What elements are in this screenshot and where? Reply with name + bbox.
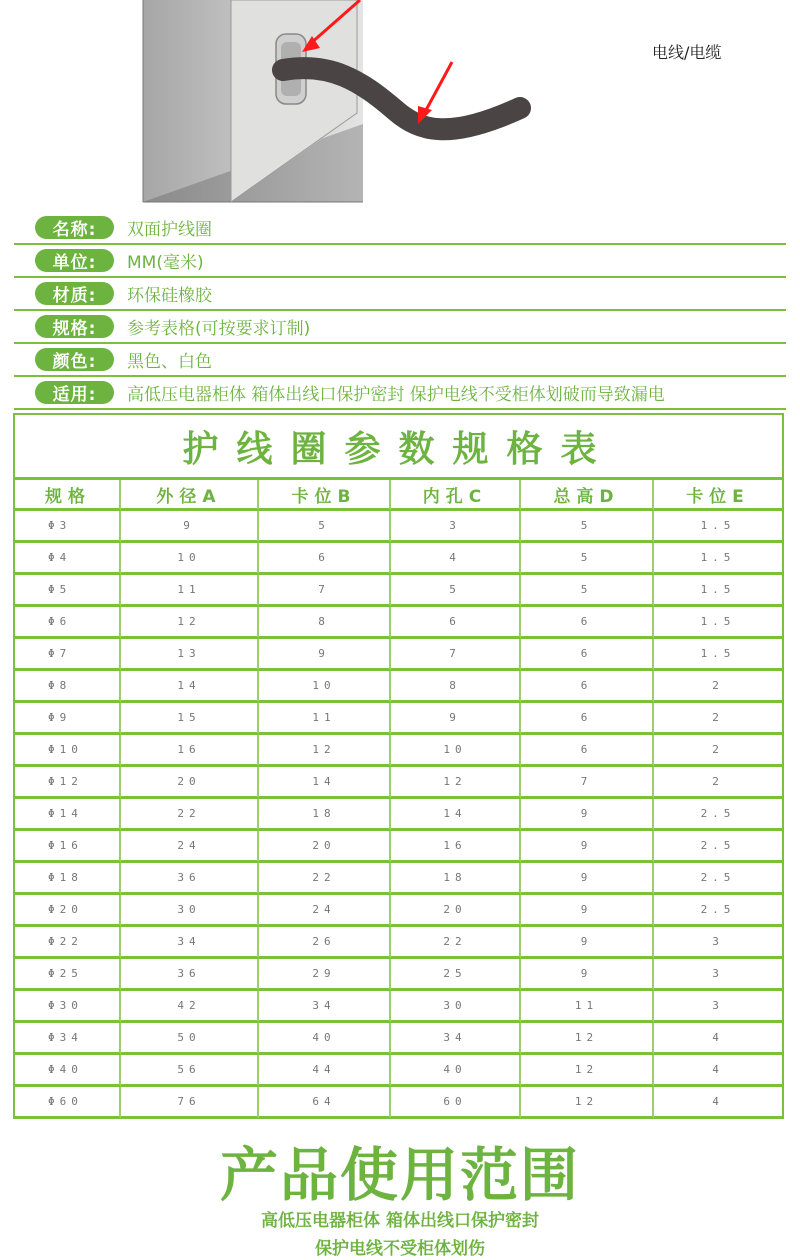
table-cell: 64 — [259, 1087, 391, 1119]
info-label-badge: 单位: — [35, 249, 114, 272]
table-row-spec-cell: Φ14 — [15, 799, 121, 831]
table-cell: 3 — [391, 511, 521, 543]
table-cell: 18 — [391, 863, 521, 895]
table-cell: 40 — [391, 1055, 521, 1087]
table-header-cell: 外径A — [121, 480, 259, 511]
table-title: 护线圈参数规格表 — [15, 415, 782, 480]
table-cell: 2 — [654, 735, 782, 767]
table-cell: 6 — [521, 671, 654, 703]
table-cell: 12 — [521, 1087, 654, 1119]
table-cell: 6 — [521, 735, 654, 767]
info-value: 环保硅橡胶 — [127, 286, 212, 306]
info-value: 双面护线圈 — [127, 220, 212, 240]
table-cell: 1.5 — [654, 607, 782, 639]
info-row-unit — [14, 245, 786, 278]
table-cell: 10 — [391, 735, 521, 767]
table-cell: 9 — [259, 639, 391, 671]
table-cell: 25 — [391, 959, 521, 991]
table-row-spec-cell: Φ16 — [15, 831, 121, 863]
table-cell: 16 — [391, 831, 521, 863]
table-cell: 30 — [391, 991, 521, 1023]
table-cell: 3 — [654, 927, 782, 959]
table-row-spec-cell: Φ3 — [15, 511, 121, 543]
table-cell: 8 — [259, 607, 391, 639]
table-row-spec-cell: Φ6 — [15, 607, 121, 639]
table-cell: 76 — [121, 1087, 259, 1119]
table-cell: 6 — [521, 639, 654, 671]
info-label-badge: 名称: — [35, 216, 114, 239]
table-row-spec-cell: Φ8 — [15, 671, 121, 703]
table-header-cell: 规格 — [15, 480, 121, 511]
table-row-spec-cell: Φ22 — [15, 927, 121, 959]
table-cell: 14 — [259, 767, 391, 799]
table-cell: 36 — [121, 959, 259, 991]
table-cell: 60 — [391, 1087, 521, 1119]
table-row-spec-cell: Φ25 — [15, 959, 121, 991]
info-label-badge: 材质: — [35, 282, 114, 305]
info-value: 高低压电器柜体 箱体出线口保护密封 保护电线不受柜体划破而导致漏电 — [127, 385, 665, 405]
table-row-spec-cell: Φ30 — [15, 991, 121, 1023]
table-cell: 24 — [259, 895, 391, 927]
table-cell: 9 — [521, 927, 654, 959]
table-cell: 26 — [259, 927, 391, 959]
usage-section — [0, 1140, 800, 1260]
usage-title: 产品使用范围 — [219, 1141, 580, 1209]
table-cell: 11 — [521, 991, 654, 1023]
table-cell: 5 — [391, 575, 521, 607]
usage-line: 高低压电器柜体 箱体出线口保护密封 — [261, 1211, 539, 1231]
table-cell: 2 — [654, 671, 782, 703]
table-cell: 9 — [391, 703, 521, 735]
table-header-cell: 总高D — [521, 480, 654, 511]
table-cell: 10 — [121, 543, 259, 575]
cabinet-grommet-diagram — [0, 0, 800, 205]
table-cell: 6 — [521, 607, 654, 639]
table-cell: 1.5 — [654, 575, 782, 607]
table-row-spec-cell: Φ12 — [15, 767, 121, 799]
table-cell: 11 — [259, 703, 391, 735]
product-info-list — [14, 212, 786, 410]
table-cell: 2.5 — [654, 895, 782, 927]
table-cell: 9 — [521, 895, 654, 927]
info-row-material — [14, 278, 786, 311]
table-header-cell: 卡位E — [654, 480, 782, 511]
table-cell: 2.5 — [654, 863, 782, 895]
table-cell: 44 — [259, 1055, 391, 1087]
table-row-spec-cell: Φ60 — [15, 1087, 121, 1119]
table-cell: 4 — [654, 1087, 782, 1119]
table-cell: 4 — [391, 543, 521, 575]
table-cell: 12 — [521, 1023, 654, 1055]
info-row-application — [14, 377, 786, 410]
table-cell: 5 — [521, 511, 654, 543]
table-row-spec-cell: Φ4 — [15, 543, 121, 575]
table-cell: 34 — [259, 991, 391, 1023]
table-cell: 5 — [521, 575, 654, 607]
usage-line: 保护电线不受柜体划伤 — [315, 1239, 485, 1259]
table-cell: 1.5 — [654, 543, 782, 575]
info-label-badge: 适用: — [35, 381, 114, 404]
table-header-cell: 内孔C — [391, 480, 521, 511]
info-row-spec — [14, 311, 786, 344]
table-cell: 4 — [654, 1023, 782, 1055]
table-cell: 9 — [521, 959, 654, 991]
info-value: MM(毫米) — [127, 253, 204, 273]
table-cell: 29 — [259, 959, 391, 991]
table-cell: 22 — [391, 927, 521, 959]
info-label-badge: 规格: — [35, 315, 114, 338]
table-cell: 42 — [121, 991, 259, 1023]
table-cell: 14 — [121, 671, 259, 703]
table-cell: 6 — [521, 703, 654, 735]
table-cell: 8 — [391, 671, 521, 703]
table-cell: 5 — [259, 511, 391, 543]
table-cell: 12 — [391, 767, 521, 799]
table-cell: 34 — [121, 927, 259, 959]
table-cell: 1.5 — [654, 639, 782, 671]
table-header-cell: 卡位B — [259, 480, 391, 511]
table-cell: 22 — [121, 799, 259, 831]
table-cell: 3 — [654, 991, 782, 1023]
table-cell: 22 — [259, 863, 391, 895]
table-cell: 10 — [259, 671, 391, 703]
table-cell: 14 — [391, 799, 521, 831]
cable-label: 电线/电缆 — [652, 43, 722, 62]
table-cell: 2.5 — [654, 831, 782, 863]
table-cell: 56 — [121, 1055, 259, 1087]
table-cell: 9 — [521, 831, 654, 863]
table-cell: 9 — [121, 511, 259, 543]
table-cell: 30 — [121, 895, 259, 927]
table-row-spec-cell: Φ20 — [15, 895, 121, 927]
table-cell: 13 — [121, 639, 259, 671]
table-cell: 12 — [121, 607, 259, 639]
spec-table — [13, 413, 784, 1119]
table-cell: 36 — [121, 863, 259, 895]
table-cell: 4 — [654, 1055, 782, 1087]
table-cell: 34 — [391, 1023, 521, 1055]
table-cell: 15 — [121, 703, 259, 735]
info-value: 黑色、白色 — [127, 352, 212, 372]
info-row-name — [14, 212, 786, 245]
table-cell: 7 — [259, 575, 391, 607]
spec-grid — [15, 480, 782, 1119]
table-row-spec-cell: Φ5 — [15, 575, 121, 607]
table-cell: 18 — [259, 799, 391, 831]
table-cell: 7 — [391, 639, 521, 671]
table-cell: 12 — [521, 1055, 654, 1087]
table-row-spec-cell: Φ7 — [15, 639, 121, 671]
info-value: 参考表格(可按要求订制) — [127, 319, 311, 339]
table-cell: 12 — [259, 735, 391, 767]
table-cell: 9 — [521, 799, 654, 831]
table-cell: 16 — [121, 735, 259, 767]
info-row-color — [14, 344, 786, 377]
table-cell: 9 — [521, 863, 654, 895]
table-cell: 11 — [121, 575, 259, 607]
table-row-spec-cell: Φ18 — [15, 863, 121, 895]
table-cell: 6 — [391, 607, 521, 639]
info-label-badge: 颜色: — [35, 348, 114, 371]
table-cell: 5 — [521, 543, 654, 575]
table-cell: 20 — [259, 831, 391, 863]
table-cell: 1.5 — [654, 511, 782, 543]
table-cell: 2.5 — [654, 799, 782, 831]
table-cell: 7 — [521, 767, 654, 799]
table-row-spec-cell: Φ10 — [15, 735, 121, 767]
table-cell: 20 — [391, 895, 521, 927]
table-cell: 3 — [654, 959, 782, 991]
table-cell: 24 — [121, 831, 259, 863]
product-illustration — [0, 0, 800, 205]
table-cell: 2 — [654, 703, 782, 735]
table-cell: 2 — [654, 767, 782, 799]
table-row-spec-cell: Φ40 — [15, 1055, 121, 1087]
table-cell: 40 — [259, 1023, 391, 1055]
table-cell: 20 — [121, 767, 259, 799]
table-cell: 50 — [121, 1023, 259, 1055]
table-row-spec-cell: Φ9 — [15, 703, 121, 735]
table-cell: 6 — [259, 543, 391, 575]
table-row-spec-cell: Φ34 — [15, 1023, 121, 1055]
